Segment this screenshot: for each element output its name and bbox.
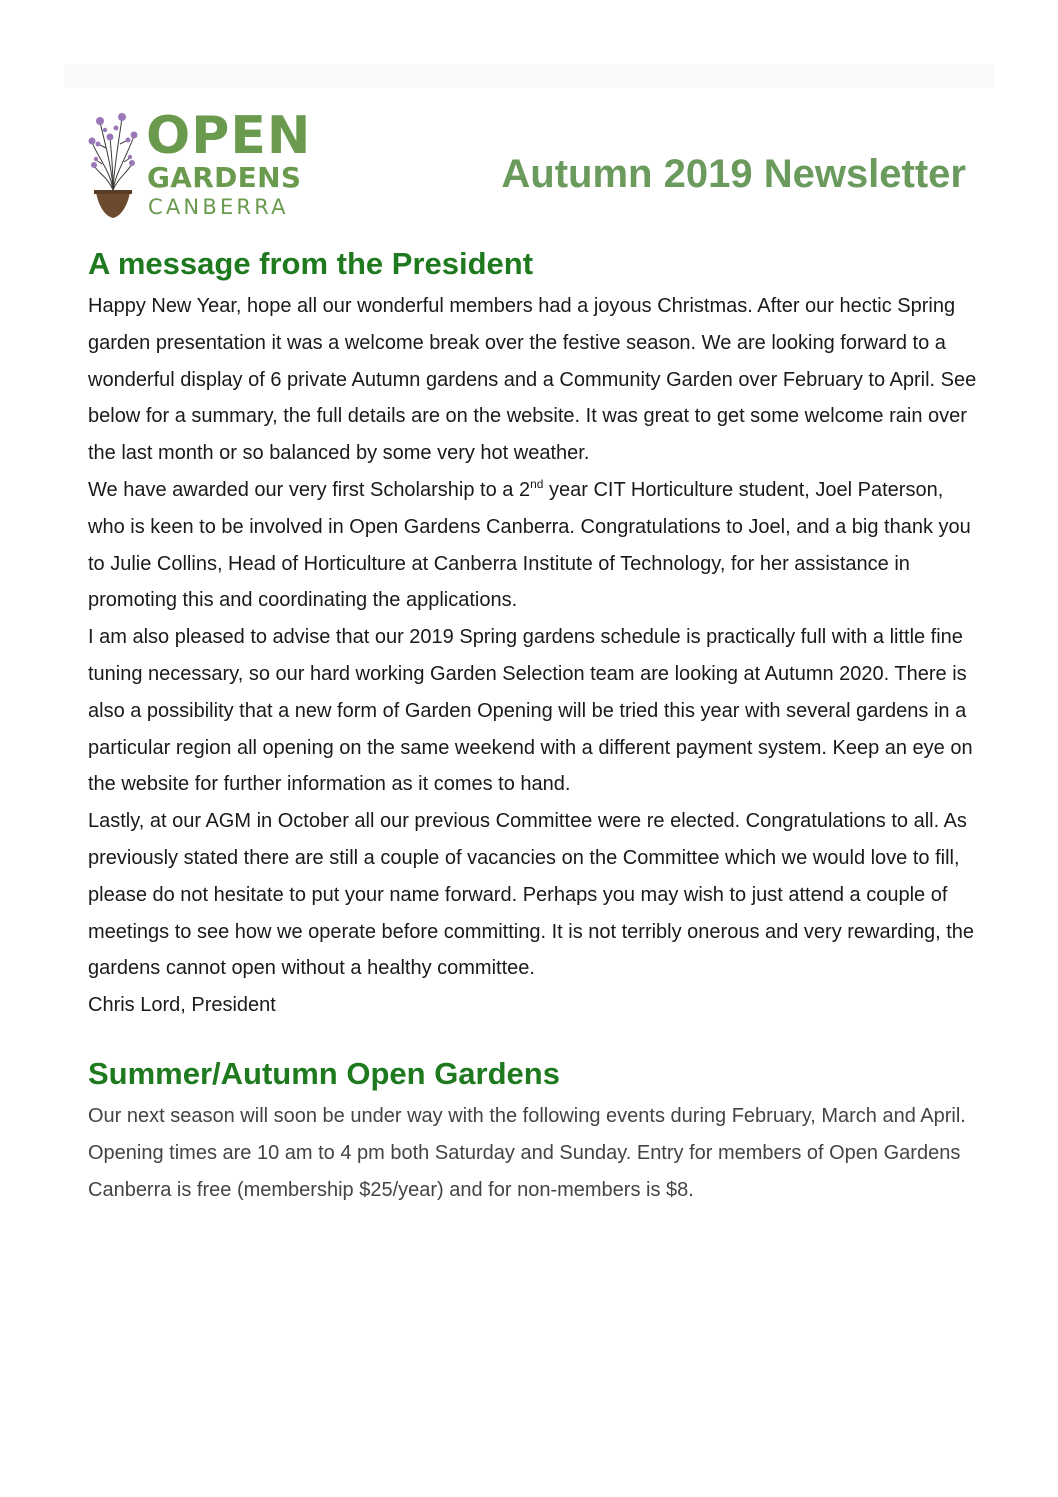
president-message-heading: A message from the President bbox=[88, 246, 534, 281]
logo-word-open: OPEN bbox=[146, 106, 312, 166]
president-message-section bbox=[88, 242, 978, 1024]
summer-autumn-paragraph: Our next season will soon be under way with the following events during February, March and April. Opening times are 10 am to 4 pm both Saturday and Sunday. Entry for members of Open Gardens Canberra is free (membership $25/year) and for non-members is $8. bbox=[88, 1104, 966, 1201]
flower-pot-icon bbox=[86, 108, 140, 220]
logo-word-gardens: GARDENS bbox=[147, 161, 302, 194]
president-paragraph-3: I am also pleased to advise that our 2019 Spring gardens schedule is practically full with a little fine tuning necessary, so our hard working Garden Selection team are looking at Autumn 2020. There is also a possibility that a new form of Garden Opening will be tried this year with several gardens in a particular region all opening on the same weekend with a different payment system. Keep an eye on the website for further information as it comes to hand. bbox=[88, 626, 973, 796]
president-paragraph-4: Lastly, at our AGM in October all our previous Committee were re elected. Congratulations to all. As previously stated there are still a couple of vacancies on the Committee which we would love to fill, please do not hesitate to put your name forward. Perhaps you may wish to just attend a couple of meetings to see how we operate before committing. It is not terribly onerous and very rewarding, the gardens cannot open without a healthy committee. bbox=[88, 810, 975, 980]
summer-autumn-heading: Summer/Autumn Open Gardens bbox=[88, 1055, 560, 1091]
newsletter-title: Autumn 2019 Newsletter bbox=[501, 152, 966, 196]
president-signature: Chris Lord, President bbox=[88, 994, 276, 1017]
open-gardens-canberra-logo bbox=[86, 108, 326, 220]
scholarship-text-end: year CIT Horticulture student, Joel Paterson, who is keen to be involved in Open Gardens Canberra. Congratulations to Joel, and a big thank you to Julie Collins, Head of Horticulture at Canberra Institute of Technology, for her assistance in promoting this and coordinating the applications. bbox=[88, 478, 971, 612]
ordinal-suffix: nd bbox=[530, 476, 544, 491]
top-band bbox=[64, 64, 995, 88]
summer-autumn-section bbox=[88, 1052, 978, 1208]
newsletter-content bbox=[88, 242, 978, 1208]
president-paragraph-1: Happy New Year, hope all our wonderful members had a joyous Christmas. After our hectic Spring garden presentation it was a welcome break over the festive season. We are looking forward to a wonderful display of 6 private Autumn gardens and a Community Garden over February to April. See below for a summary, the full details are on the website. It was great to get some welcome rain over the last month or so balanced by some very hot weather. bbox=[88, 295, 977, 465]
scholarship-text-start: We have awarded our very first Scholarship to a 2 bbox=[88, 478, 531, 501]
president-paragraph-2 bbox=[88, 472, 978, 619]
logo-word-canberra: CANBERRA bbox=[148, 195, 289, 219]
